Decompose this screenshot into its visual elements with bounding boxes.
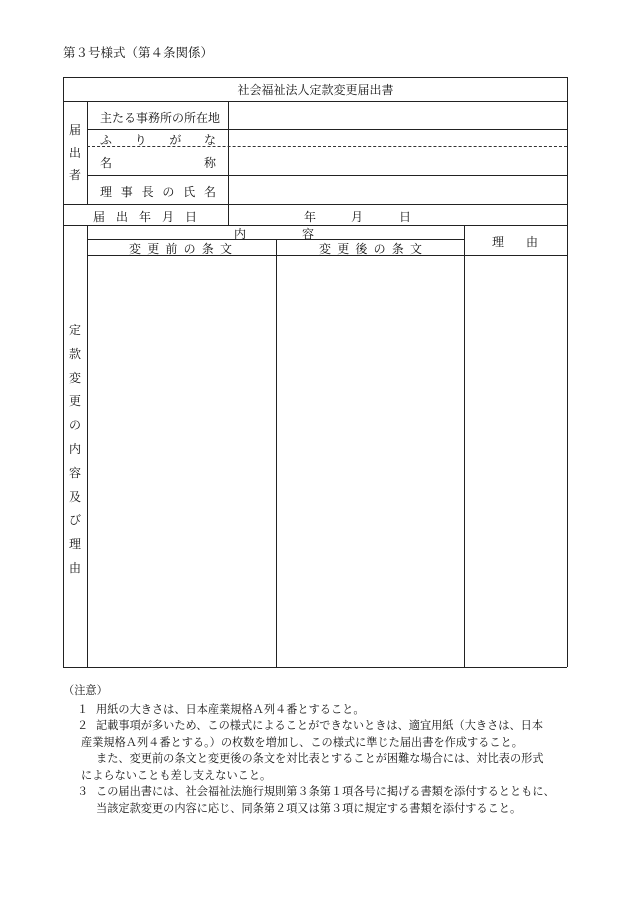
amendment-side-label: 定 款 変 更 の 内 容 及 び 理 由 (68, 323, 81, 575)
notes-heading: （注意） (63, 684, 108, 697)
note-line: この届出書には、社会福祉法施行規則第３条第１項各号に掲げる書類を添付するとともに、 (96, 785, 555, 798)
note-line: 記載事項が多いため、この様式によることができないときは、適宜用紙（大きさは、日本 (96, 719, 544, 732)
furigana-value[interactable] (230, 131, 565, 145)
before-article-field[interactable] (89, 257, 274, 665)
note-line: によらないことも差し支えないこと。 (81, 768, 272, 782)
date-month-value[interactable] (318, 206, 348, 224)
reason-header: 理 由 (492, 235, 538, 249)
notifier-label: 届 出 者 (68, 123, 81, 182)
after-article-field[interactable] (278, 257, 462, 665)
date-year-unit: 年 (304, 210, 317, 224)
reason-field[interactable] (466, 257, 565, 665)
date-year-value[interactable] (240, 206, 300, 224)
date-day-value[interactable] (366, 206, 396, 224)
furigana-label: ふ り が な (100, 133, 216, 147)
note-line: 用紙の大きさは、日本産業規格Ａ列４番とすること。 (96, 702, 365, 716)
note-item (63, 718, 583, 784)
note-item (63, 702, 583, 719)
note-line: また、変更前の条文と変更後の条文を対比表とすることが困難な場合には、対比表の形式 (96, 752, 544, 765)
note-line: 当該定款変更の内容に応じ、同条第２項又は第３項に規定する書類を添付すること。 (96, 801, 522, 815)
content-header: 内 容 (234, 227, 314, 241)
form-id: 第３号様式（第４条関係） (63, 45, 214, 60)
note-number: ３ (77, 785, 89, 798)
notification-date-label: 届 出 年 月 日 (93, 210, 197, 224)
name-label: 名 称 (100, 156, 216, 170)
note-item (63, 784, 583, 817)
name-value[interactable] (230, 148, 565, 174)
chairman-name-value[interactable] (230, 177, 565, 203)
notes-section (63, 683, 583, 817)
date-day-unit: 日 (399, 210, 412, 224)
date-month-unit: 月 (351, 210, 364, 224)
after-article-header: 変 更 後 の 条 文 (319, 242, 422, 256)
note-number: １ (77, 702, 89, 716)
main-office-value[interactable] (230, 103, 565, 127)
note-number: ２ (77, 719, 89, 732)
chairman-name-label: 理 事 長 の 氏 名 (100, 185, 216, 199)
main-office-label: 主たる事務所の所在地 (100, 111, 221, 125)
note-line: 産業規格Ａ列４番とする。）の枚数を増加し、この様式に準じた届出書を作成すること。 (81, 735, 523, 749)
form-title: 社会福祉法人定款変更届出書 (237, 83, 394, 97)
before-article-header: 変 更 前 の 条 文 (129, 242, 232, 256)
